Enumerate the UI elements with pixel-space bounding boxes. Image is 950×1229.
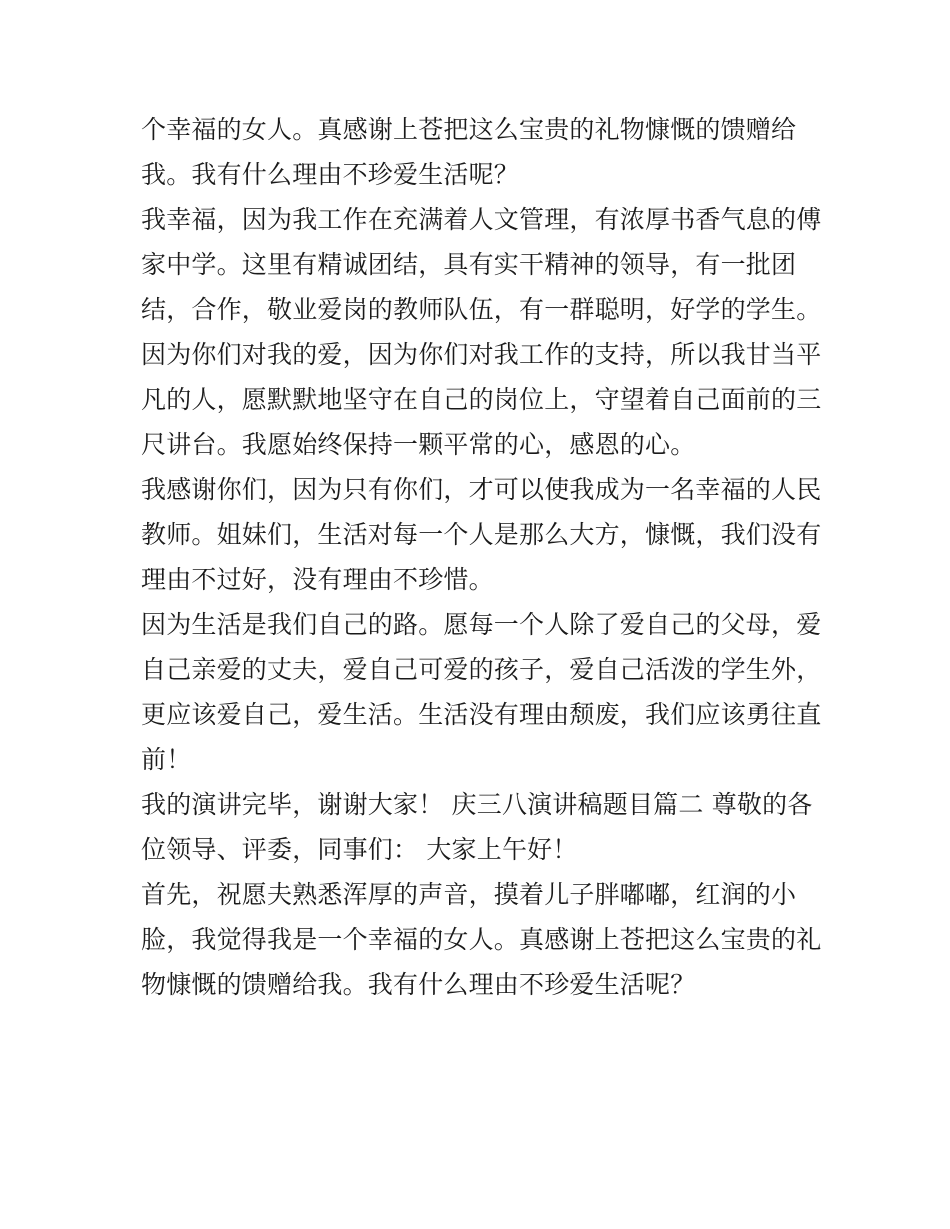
text-line: 我的演讲完毕，谢谢大家！ 庆三八演讲稿题目篇二 尊敬的各 [141,790,813,819]
text-line: 首先，祝愿夫熟悉浑厚的声音，摸着儿子胖嘟嘟，红润的小 [141,880,797,909]
text-line: 家中学。这里有精诚团结，具有实干精神的领导，有一批团 [141,250,797,279]
text-line: 更应该爱自己，爱生活。生活没有理由颓废，我们应该勇往直 [141,700,822,729]
text-line: 我幸福，因为我工作在充满着人文管理，有浓厚书香气息的傅 [141,205,822,234]
text-line: 我。我有什么理由不珍爱生活呢？ [141,160,520,189]
text-line: 个幸福的女人。真感谢上苍把这么宝贵的礼物慷慨的馈赠给 [141,115,797,144]
text-line: 理由不过好，没有理由不珍惜。 [141,565,494,594]
text-line: 因为生活是我们自己的路。愿每一个人除了爱自己的父母，爱 [141,610,822,639]
text-line: 因为你们对我的爱，因为你们对我工作的支持，所以我甘当平 [141,340,822,369]
text-line: 凡的人，愿默默地坚守在自己的岗位上，守望着自己面前的三 [141,385,822,414]
document-body [141,107,821,1007]
text-line: 脸，我觉得我是一个幸福的女人。真感谢上苍把这么宝贵的礼 [141,925,822,954]
text-line: 结，合作，敬业爱岗的教师队伍，有一群聪明，好学的学生。 [141,295,822,324]
text-line: 自己亲爱的丈夫，爱自己可爱的孩子，爱自己活泼的学生外， [141,655,822,684]
text-line: 教师。姐妹们，生活对每一个人是那么大方，慷慨，我们没有 [141,520,822,549]
text-line: 物慷慨的馈赠给我。我有什么理由不珍爱生活呢？ [141,970,696,999]
text-line: 尺讲台。我愿始终保持一颗平常的心，感恩的心。 [141,430,696,459]
text-line: 前！ [141,745,192,774]
text-line: 位领导、评委，同事们： 大家上午好！ [141,835,578,864]
text-line: 我感谢你们，因为只有你们，才可以使我成为一名幸福的人民 [141,475,822,504]
